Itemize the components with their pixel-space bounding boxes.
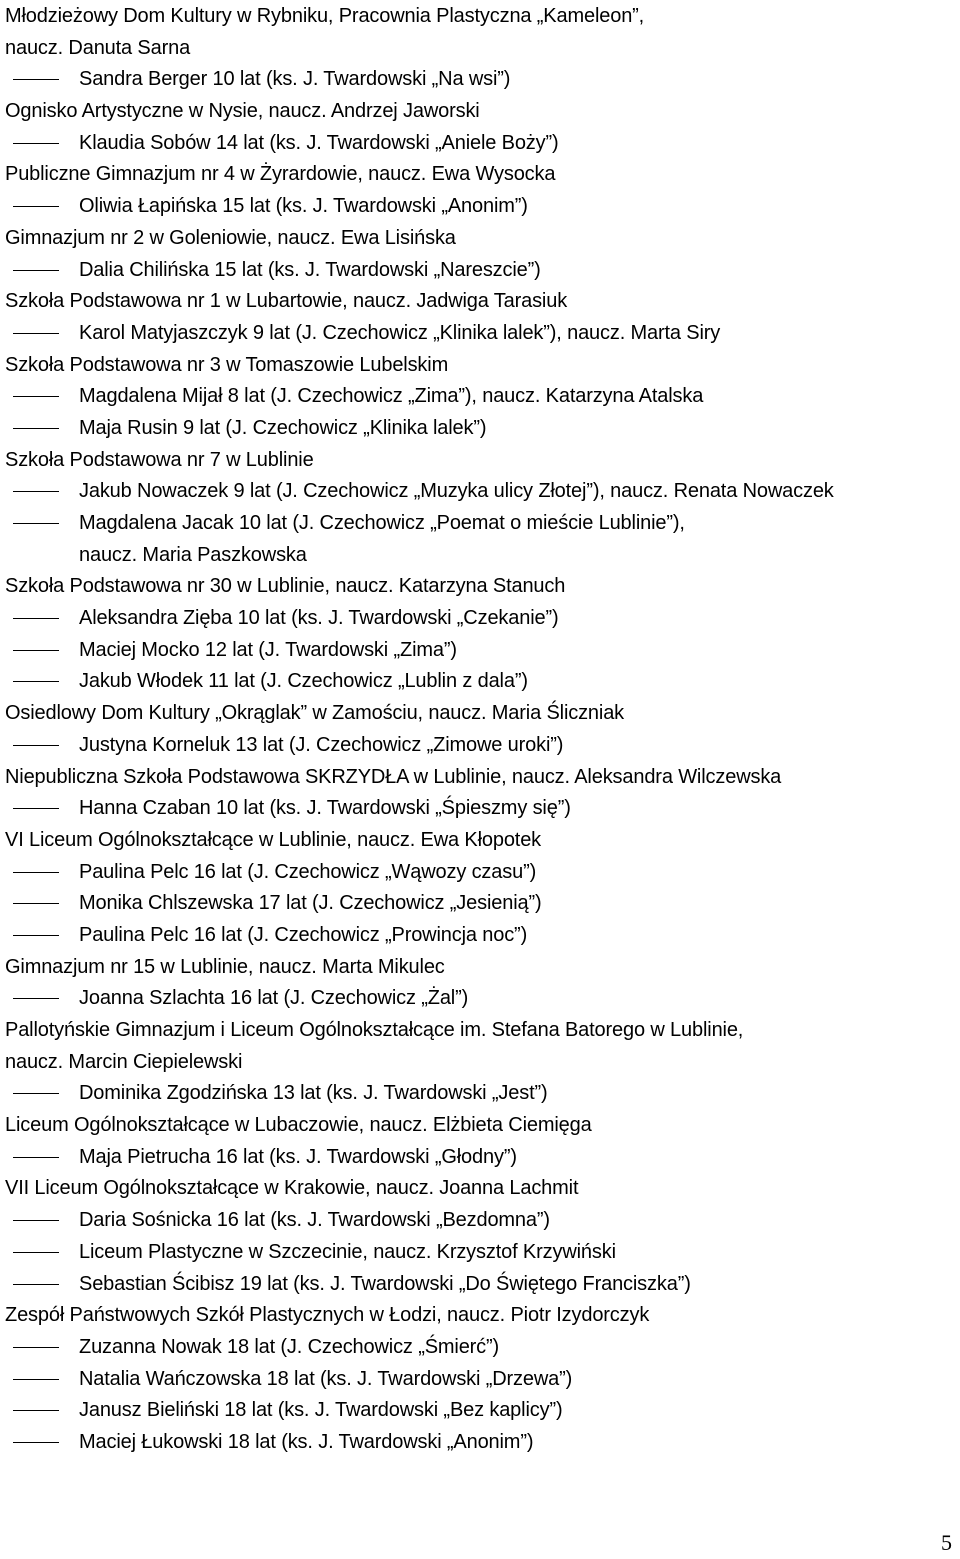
line-text: Niepubliczna Szkoła Podstawowa SKRZYDŁA w Lublinie, naucz. Aleksandra Wilczewska <box>5 765 782 788</box>
line-text: Maciej Mocko 12 lat (J. Twardowski „Zima”) <box>79 638 457 661</box>
school-heading <box>5 1015 955 1047</box>
dash-bullet-icon <box>13 79 59 80</box>
line-text: Szkoła Podstawowa nr 1 w Lubartowie, naucz. Jadwiga Tarasiuk <box>5 290 568 313</box>
list-item <box>5 730 955 762</box>
line-text: Gimnazjum nr 2 w Goleniowie, naucz. Ewa Lisińska <box>5 226 456 249</box>
line-text: Sandra Berger 10 lat (ks. J. Twardowski „Na wsi”) <box>79 68 511 91</box>
list-item <box>5 1205 955 1237</box>
line-text: Osiedlowy Dom Kultury „Okrąglak” w Zamościu, naucz. Maria Śliczniak <box>5 702 625 725</box>
line-text: Joanna Szlachta 16 lat (J. Czechowicz „Żal”) <box>79 987 469 1010</box>
school-heading <box>5 1110 955 1142</box>
line-text: Monika Chlszewska 17 lat (J. Czechowicz „Jesienią”) <box>79 892 542 915</box>
school-heading <box>5 571 955 603</box>
dash-bullet-icon <box>13 903 59 904</box>
line-text: Natalia Wańczowska 18 lat (ks. J. Twardowski „Drzewa”) <box>79 1367 573 1390</box>
dash-bullet-icon <box>13 1442 59 1443</box>
list-item <box>5 1364 955 1396</box>
list-item <box>5 857 955 889</box>
dash-bullet-icon <box>13 1284 59 1285</box>
line-text: Szkoła Podstawowa nr 30 w Lublinie, naucz. Katarzyna Stanuch <box>5 575 566 598</box>
line-text: Daria Sośnicka 16 lat (ks. J. Twardowski „Bezdomna”) <box>79 1209 550 1232</box>
dash-bullet-icon <box>13 618 59 619</box>
line-text: Aleksandra Zięba 10 lat (ks. J. Twardowski „Czekanie”) <box>79 607 559 630</box>
list-item <box>5 920 955 952</box>
school-heading <box>5 286 955 318</box>
list-item <box>5 983 955 1015</box>
list-item-continuation <box>5 540 955 572</box>
line-text: Magdalena Mijał 8 lat (J. Czechowicz „Zima”), naucz. Katarzyna Atalska <box>79 385 704 408</box>
dash-bullet-icon <box>13 143 59 144</box>
line-text: VII Liceum Ogólnokształcące w Krakowie, naucz. Joanna Lachmit <box>5 1177 579 1200</box>
school-heading <box>5 825 955 857</box>
list-item <box>5 1332 955 1364</box>
school-heading <box>5 223 955 255</box>
school-heading <box>5 1173 955 1205</box>
line-text: naucz. Maria Paszkowska <box>79 543 307 566</box>
line-text: Oliwia Łapińska 15 lat (ks. J. Twardowski „Anonim”) <box>79 195 528 218</box>
line-text: Liceum Ogólnokształcące w Lubaczowie, naucz. Elżbieta Ciemięga <box>5 1114 592 1137</box>
dash-bullet-icon <box>13 1347 59 1348</box>
school-heading <box>5 1300 955 1332</box>
line-text: Paulina Pelc 16 lat (J. Czechowicz „Prowincja noc”) <box>79 923 528 946</box>
list-item <box>5 793 955 825</box>
line-text: Jakub Włodek 11 lat (J. Czechowicz „Lublin z dala”) <box>79 670 528 693</box>
line-text: Magdalena Jacak 10 lat (J. Czechowicz „Poemat o mieście Lublinie”), <box>79 512 685 534</box>
line-text: Pallotyńskie Gimnazjum i Liceum Ogólnokształcące im. Stefana Batorego w Lublinie, <box>5 1019 744 1041</box>
line-text: Zespół Państwowych Szkół Plastycznych w Łodzi, naucz. Piotr Izydorczyk <box>5 1304 650 1327</box>
line-text: Gimnazjum nr 15 w Lublinie, naucz. Marta Mikulec <box>5 955 445 978</box>
list-item <box>5 1142 955 1174</box>
list-item <box>5 413 955 445</box>
line-text: Justyna Korneluk 13 lat (J. Czechowicz „Zimowe uroki”) <box>79 733 564 756</box>
dash-bullet-icon <box>13 935 59 936</box>
school-heading <box>5 762 955 794</box>
dash-bullet-icon <box>13 872 59 873</box>
dash-bullet-icon <box>13 491 59 492</box>
list-item <box>5 1395 955 1427</box>
list-item <box>5 1078 955 1110</box>
line-text: Sebastian Ścibisz 19 lat (ks. J. Twardowski „Do Świętego Franciszka”) <box>79 1272 691 1295</box>
line-text: Maciej Łukowski 18 lat (ks. J. Twardowski „Anonim”) <box>79 1430 534 1453</box>
dash-bullet-icon <box>13 1252 59 1253</box>
list-item <box>5 603 955 635</box>
line-text: Liceum Plastyczne w Szczecinie, naucz. Krzysztof Krzywiński <box>79 1240 616 1263</box>
line-text: Ognisko Artystyczne w Nysie, naucz. Andrzej Jaworski <box>5 100 480 123</box>
school-heading <box>5 96 955 128</box>
line-text: Dominika Zgodzińska 13 lat (ks. J. Twardowski „Jest”) <box>79 1082 548 1105</box>
page-number: 5 <box>941 1530 952 1555</box>
dash-bullet-icon <box>13 206 59 207</box>
line-text: Hanna Czaban 10 lat (ks. J. Twardowski „Śpieszmy się”) <box>79 797 571 820</box>
line-text: Zuzanna Nowak 18 lat (J. Czechowicz „Śmierć”) <box>79 1335 500 1358</box>
dash-bullet-icon <box>13 808 59 809</box>
document-body <box>5 1 955 1459</box>
list-item <box>5 255 955 287</box>
dash-bullet-icon <box>13 681 59 682</box>
school-heading <box>5 159 955 191</box>
line-text: Szkoła Podstawowa nr 7 w Lublinie <box>5 448 314 471</box>
dash-bullet-icon <box>13 998 59 999</box>
school-heading <box>5 33 955 65</box>
dash-bullet-icon <box>13 1379 59 1380</box>
line-text: Maja Pietrucha 16 lat (ks. J. Twardowski „Głodny”) <box>79 1145 517 1168</box>
list-item <box>5 64 955 96</box>
dash-bullet-icon <box>13 333 59 334</box>
line-text: Janusz Bieliński 18 lat (ks. J. Twardowski „Bez kaplicy”) <box>79 1399 563 1422</box>
list-item <box>5 1269 955 1301</box>
dash-bullet-icon <box>13 650 59 651</box>
line-text: naucz. Danuta Sarna <box>5 36 191 59</box>
line-text: Karol Matyjaszczyk 9 lat (J. Czechowicz „Klinika lalek”), naucz. Marta Siry <box>79 321 721 344</box>
list-item <box>5 635 955 667</box>
list-item <box>5 508 955 540</box>
line-text: Maja Rusin 9 lat (J. Czechowicz „Klinika lalek”) <box>79 416 487 439</box>
dash-bullet-icon <box>13 1093 59 1094</box>
dash-bullet-icon <box>13 523 59 524</box>
dash-bullet-icon <box>13 270 59 271</box>
line-text: Paulina Pelc 16 lat (J. Czechowicz „Wąwozy czasu”) <box>79 860 537 883</box>
list-item <box>5 1427 955 1459</box>
line-text: Szkoła Podstawowa nr 3 w Tomaszowie Lubelskim <box>5 353 449 376</box>
dash-bullet-icon <box>13 1410 59 1411</box>
line-text: Publiczne Gimnazjum nr 4 w Żyrardowie, naucz. Ewa Wysocka <box>5 163 556 186</box>
dash-bullet-icon <box>13 428 59 429</box>
school-heading <box>5 350 955 382</box>
dash-bullet-icon <box>13 1157 59 1158</box>
line-text: VI Liceum Ogólnokształcące w Lublinie, naucz. Ewa Kłopotek <box>5 828 542 851</box>
line-text: naucz. Marcin Ciepielewski <box>5 1050 243 1073</box>
line-text: Klaudia Sobów 14 lat (ks. J. Twardowski „Aniele Boży”) <box>79 131 559 154</box>
school-heading <box>5 952 955 984</box>
dash-bullet-icon <box>13 1220 59 1221</box>
dash-bullet-icon <box>13 396 59 397</box>
line-text: Jakub Nowaczek 9 lat (J. Czechowicz „Muzyka ulicy Złotej”), naucz. Renata Nowaczek <box>79 480 834 503</box>
list-item <box>5 1237 955 1269</box>
school-heading <box>5 698 955 730</box>
list-item <box>5 888 955 920</box>
school-heading <box>5 1 955 33</box>
list-item <box>5 666 955 698</box>
list-item <box>5 381 955 413</box>
list-item <box>5 318 955 350</box>
dash-bullet-icon <box>13 745 59 746</box>
list-item <box>5 128 955 160</box>
list-item <box>5 191 955 223</box>
school-heading <box>5 445 955 477</box>
line-text: Młodzieżowy Dom Kultury w Rybniku, Pracownia Plastyczna „Kameleon”, <box>5 5 645 27</box>
line-text: Dalia Chilińska 15 lat (ks. J. Twardowski „Nareszcie”) <box>79 258 541 281</box>
school-heading <box>5 1047 955 1079</box>
list-item <box>5 476 955 508</box>
